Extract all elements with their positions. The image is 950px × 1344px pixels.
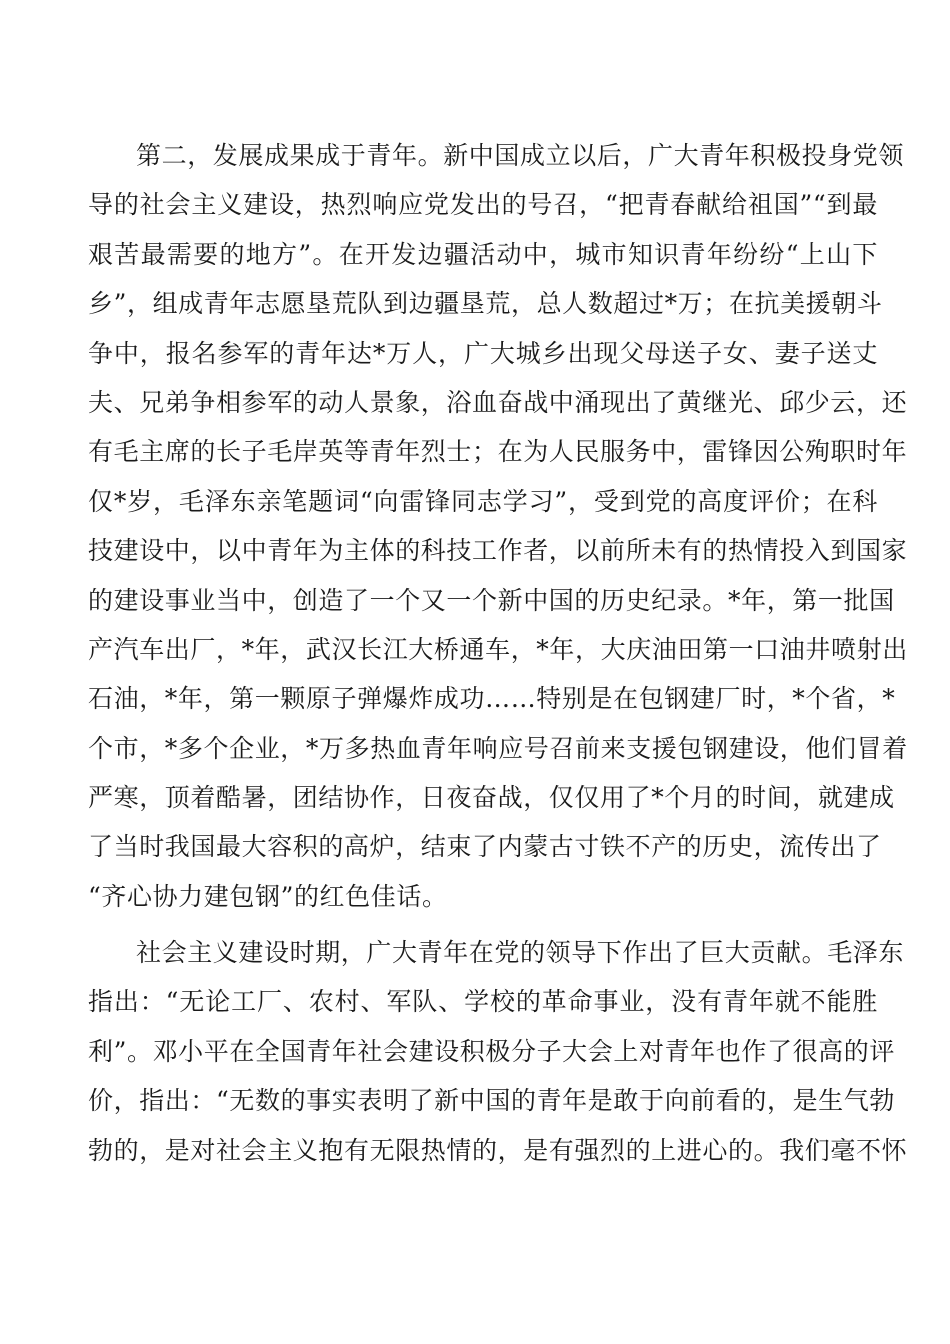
text-line: 技建设中，以中青年为主体的科技工作者，以前所未有的热情投入到国家 [88,536,908,566]
text-line: 石油，*年，第一颗原子弹爆炸成功……特别是在包钢建厂时，*个省，* [88,684,896,714]
text-line: 了当时我国最大容积的高炉，结束了内蒙古寸铁不产的历史，流传出了 [88,832,882,862]
text-line: 社会主义建设时期，广大青年在党的领导下作出了巨大贡献。毛泽东 [136,938,905,967]
text-line: 第二，发展成果成于青年。新中国成立以后，广大青年积极投身党领 [136,141,905,170]
text-line: 价，指出：“无数的事实表明了新中国的青年是敢于向前看的，是生气勃 [88,1086,895,1116]
text-line: 乡”，组成青年志愿垦荒队到边疆垦荒，总人数超过*万；在抗美援朝斗 [88,289,883,319]
text-line: 导的社会主义建设，热烈响应党发出的号召，“把青春献给祖国”“到最 [88,190,878,220]
text-line: 艰苦最需要的地方”。在开发边疆活动中，城市知识青年纷纷“上山下 [88,239,878,269]
text-line: 利”。邓小平在全国青年社会建设积极分子大会上对青年也作了很高的评 [88,1036,895,1066]
paragraph-development-achievements [88,131,908,921]
text-line: 指出：“无论工厂、农村、军队、学校的革命事业，没有青年就不能胜 [88,987,878,1017]
text-line: 夫、兄弟争相参军的动人景象，浴血奋战中涌现出了黄继光、邱少云，还 [88,387,908,417]
text-line: “齐心协力建包钢”的红色佳话。 [88,881,448,911]
text-line: 有毛主席的长子毛岸英等青年烈士；在为人民服务中，雷锋因公殉职时年 [88,437,908,467]
text-line: 严寒，顶着酷暑，团结协作，日夜奋战，仅仅用了*个月的时间，就建成 [88,783,895,813]
paragraph-socialist-construction [88,928,908,1175]
text-line: 的建设事业当中，创造了一个又一个新中国的历史纪录。*年，第一批国 [88,585,895,615]
text-line: 产汽车出厂，*年，武汉长江大桥通车，*年，大庆油田第一口油井喷射出 [88,634,908,664]
text-line: 仅*岁，毛泽东亲笔题词“向雷锋同志学习”，受到党的高度评价；在科 [88,486,878,516]
text-line: 个市，*多个企业，*万多热血青年响应号召前来支援包钢建设，他们冒着 [88,733,908,763]
text-line: 勃的，是对社会主义抱有无限热情的，是有强烈的上进心的。我们毫不怀 [88,1135,908,1165]
text-line: 争中，报名参军的青年达*万人，广大城乡出现父母送子女、妻子送丈 [88,338,878,368]
